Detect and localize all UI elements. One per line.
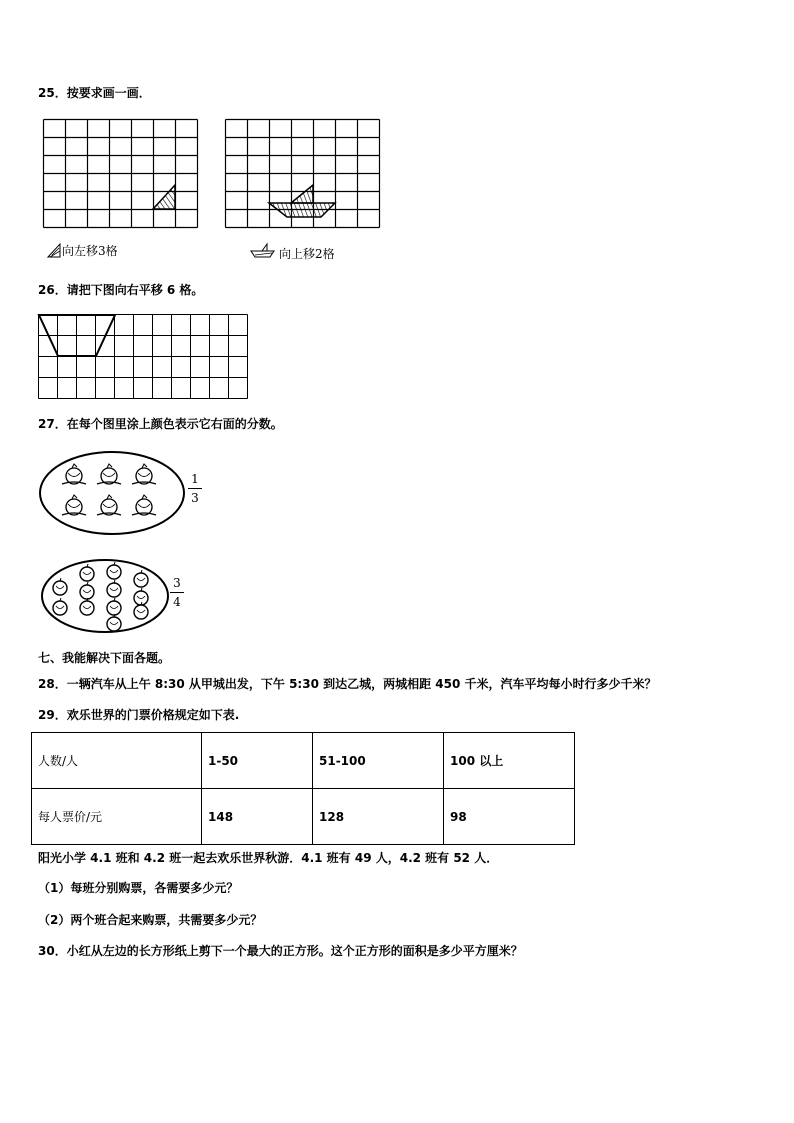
boat-sail <box>291 185 313 203</box>
fruit-icon <box>97 464 121 484</box>
caption-move-up: 向上移2格 <box>279 247 335 261</box>
table-row <box>32 789 575 845</box>
boat-hull <box>269 203 335 217</box>
fraction-numerator: 3 <box>173 576 181 590</box>
fruit-icon <box>132 464 156 484</box>
small-triangle-icon <box>46 240 62 260</box>
fraction-one-third <box>188 472 202 505</box>
question-27: 27．在每个图里涂上颜色表示它右面的分数。 <box>38 417 283 431</box>
table-cell: 148 <box>202 789 313 845</box>
grid-move-right-6 <box>38 314 248 400</box>
question-28: 28．一辆汽车从上午 8:30 从甲城出发，下午 5:30 到达乙城，两城相距 450 千米，汽车平均每小时行多少千米？ <box>38 677 657 691</box>
question-29-info: 阳光小学 4.1 班和 4.2 班一起去欢乐世界秋游．4.1 班有 49 人，4.2 班有 52 人． <box>38 851 499 865</box>
caption-move-left: 向左移3格 <box>62 244 118 258</box>
table-cell: 98 <box>444 789 575 845</box>
question-25: 25．按要求画一画． <box>38 86 151 100</box>
fraction-denominator: 3 <box>191 491 199 505</box>
question-29-part-2: （2）两个班合起来购票，共需要多少元？ <box>38 913 263 927</box>
section-7-title: 七、我能解决下面各题。 <box>38 651 171 665</box>
apple-icon <box>53 598 67 615</box>
table-cell: 128 <box>313 789 444 845</box>
question-29-part-1: （1）每班分别购票，各需要多少元？ <box>38 881 239 895</box>
question-29: 29．欢乐世界的门票价格规定如下表. <box>38 708 240 722</box>
hatched-triangle <box>153 185 175 209</box>
table-cell: 1-50 <box>202 733 313 789</box>
table-cell: 每人票价/元 <box>32 789 202 845</box>
apple-icon <box>107 580 121 597</box>
table-cell: 100 以上 <box>444 733 575 789</box>
fraction-numerator: 1 <box>191 472 199 486</box>
apple-icon <box>80 564 94 581</box>
apple-icon <box>134 588 148 605</box>
apple-icon <box>107 562 121 579</box>
apple-icon <box>134 570 148 587</box>
table-cell: 51-100 <box>313 733 444 789</box>
question-26: 26．请把下图向右平移 6 格。 <box>38 283 204 297</box>
small-boat-icon <box>250 242 276 260</box>
apple-icon <box>107 614 121 631</box>
table-cell: 人数/人 <box>32 733 202 789</box>
grid-up-move-2 <box>225 119 381 231</box>
fraction-denominator: 4 <box>173 595 181 609</box>
fruit-icon <box>62 464 86 484</box>
ticket-price-table <box>31 732 575 845</box>
fraction-three-quarters <box>170 576 184 609</box>
apple-icon <box>80 582 94 599</box>
table-row <box>32 733 575 789</box>
apple-icon <box>107 598 121 615</box>
fruit-icon <box>97 495 121 515</box>
question-30: 30．小红从左边的长方形纸上剪下一个最大的正方形。这个正方形的面积是多少平方厘米？ <box>38 944 523 958</box>
oval-with-twelve-apples <box>40 558 172 636</box>
oval-with-six-fruits <box>38 449 188 537</box>
apple-icon <box>134 602 148 619</box>
apple-icon <box>80 598 94 615</box>
fruit-icon <box>132 495 156 515</box>
fruit-icon <box>62 495 86 515</box>
grid-left-move-3 <box>43 119 199 231</box>
apple-icon <box>53 578 67 595</box>
